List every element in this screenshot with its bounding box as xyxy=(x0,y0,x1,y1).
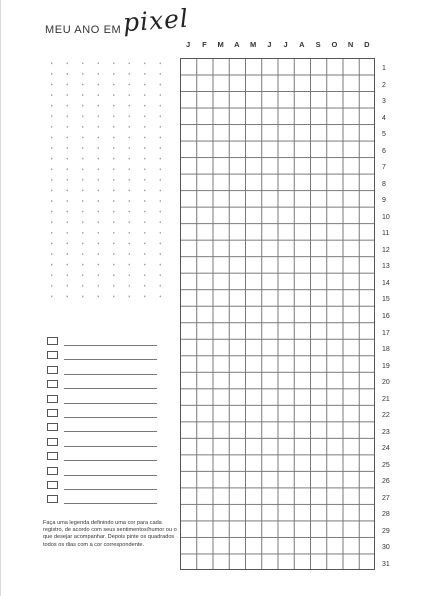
legend-write-line[interactable] xyxy=(64,460,157,461)
day-number: 15 xyxy=(382,296,390,304)
day-number: 1 xyxy=(382,65,386,73)
month-label: D xyxy=(364,40,370,49)
legend-instructions: Faça uma legenda definindo uma cor para cada registro, de acordo com seus sentimentos/humor ou o que desejar acompanhar. Depois pinte os quadrados todos os dias com a cor correspondente. xyxy=(43,520,177,548)
month-label: M xyxy=(217,40,224,49)
legend-color-box[interactable] xyxy=(47,409,58,417)
legend-row xyxy=(47,337,157,347)
month-label: J xyxy=(186,40,191,49)
day-number: 4 xyxy=(382,114,386,122)
legend-row xyxy=(47,395,157,405)
day-number: 13 xyxy=(382,263,390,271)
month-label: O xyxy=(331,40,338,49)
day-number: 18 xyxy=(382,346,390,354)
day-number: 19 xyxy=(382,362,390,370)
day-number: 14 xyxy=(382,279,390,287)
legend-row xyxy=(47,366,157,376)
legend-write-line[interactable] xyxy=(64,489,157,490)
month-label: A xyxy=(299,40,305,49)
day-number: 5 xyxy=(382,131,386,139)
pixel-grid[interactable] xyxy=(180,58,375,570)
month-label: J xyxy=(283,40,288,49)
legend-color-box[interactable] xyxy=(47,380,58,388)
day-number: 8 xyxy=(382,180,386,188)
day-number: 27 xyxy=(382,494,390,502)
legend-color-box[interactable] xyxy=(47,366,58,374)
legend-color-box[interactable] xyxy=(47,337,58,345)
legend-color-box[interactable] xyxy=(47,438,58,446)
day-number: 10 xyxy=(382,213,390,221)
month-label: N xyxy=(347,40,354,49)
legend-row xyxy=(47,351,157,361)
dot-grid-area xyxy=(44,58,164,298)
page-edge xyxy=(0,0,1,596)
day-number: 16 xyxy=(382,313,390,320)
legend-write-line[interactable] xyxy=(64,446,157,447)
legend-write-line[interactable] xyxy=(64,374,157,375)
legend-row xyxy=(47,409,157,419)
day-number: 24 xyxy=(382,445,390,453)
legend-write-line[interactable] xyxy=(64,431,157,432)
legend-write-line[interactable] xyxy=(64,475,157,476)
legend-color-box[interactable] xyxy=(47,467,58,475)
day-number: 9 xyxy=(382,197,386,205)
day-number: 11 xyxy=(382,230,390,238)
legend-color-box[interactable] xyxy=(47,495,58,503)
day-number: 31 xyxy=(382,560,390,568)
day-number: 25 xyxy=(382,461,390,469)
legend-color-box[interactable] xyxy=(47,395,58,403)
legend-row xyxy=(47,423,157,433)
day-number: 21 xyxy=(382,395,390,403)
legend-write-line[interactable] xyxy=(64,359,157,360)
legend-write-line[interactable] xyxy=(64,345,157,346)
day-number: 29 xyxy=(382,527,390,535)
month-label: S xyxy=(315,40,321,49)
legend-row xyxy=(47,467,157,477)
legend-write-line[interactable] xyxy=(64,503,157,504)
day-number: 7 xyxy=(382,164,386,172)
legend-write-line[interactable] xyxy=(64,417,157,418)
legend-color-box[interactable] xyxy=(47,481,58,489)
month-label: M xyxy=(250,40,257,49)
day-number: 30 xyxy=(382,544,390,552)
day-number: 12 xyxy=(382,246,390,254)
month-label: A xyxy=(234,40,240,49)
day-number: 22 xyxy=(382,412,390,420)
page-title-script: pixel xyxy=(122,3,190,38)
legend-color-box[interactable] xyxy=(47,452,58,460)
legend-row xyxy=(47,438,157,448)
legend-row xyxy=(47,495,157,505)
month-label: J xyxy=(267,40,272,49)
day-number: 2 xyxy=(382,81,386,89)
day-number: 3 xyxy=(382,98,386,106)
legend-color-box[interactable] xyxy=(47,423,58,431)
day-number: 23 xyxy=(382,428,390,436)
legend-color-box[interactable] xyxy=(47,351,58,359)
legend-row xyxy=(47,481,157,491)
day-number: 17 xyxy=(382,329,390,337)
month-label: F xyxy=(202,40,207,49)
day-number: 20 xyxy=(382,379,390,387)
day-number: 6 xyxy=(382,147,386,155)
page-title: MEU ANO EM xyxy=(45,24,122,36)
legend-write-line[interactable] xyxy=(64,388,157,389)
legend-write-line[interactable] xyxy=(64,403,157,404)
legend-row xyxy=(47,380,157,390)
day-number: 26 xyxy=(382,478,390,486)
month-header-row xyxy=(180,40,375,50)
legend-row xyxy=(47,452,157,462)
day-number: 28 xyxy=(382,511,390,519)
